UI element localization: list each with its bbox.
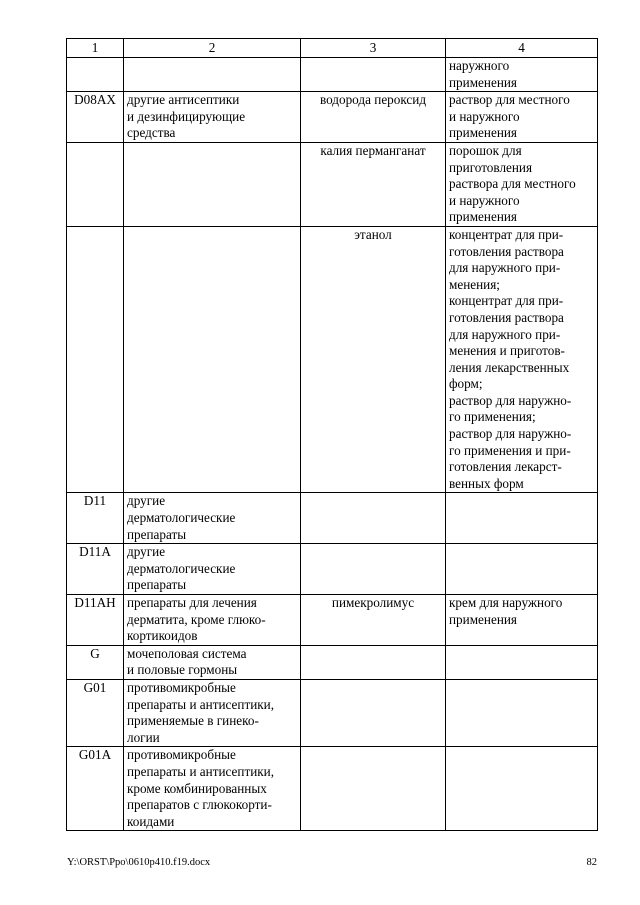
atc-code-cell: D08AX bbox=[67, 92, 124, 143]
header-col-3: 3 bbox=[301, 39, 446, 58]
atc-code-cell: G01A bbox=[67, 747, 124, 831]
table-row bbox=[67, 747, 598, 831]
dosage-form-cell bbox=[446, 544, 598, 595]
atc-code-cell: D11A bbox=[67, 544, 124, 595]
dosage-form-cell: крем для наружного применения bbox=[446, 595, 598, 646]
group-name-cell: противомикробные препараты и антисептики, кроме комбинированных препаратов с глюкокорти- коидами bbox=[124, 747, 301, 831]
dosage-form-cell bbox=[446, 493, 598, 544]
table-row bbox=[67, 595, 598, 646]
atc-code-cell bbox=[67, 58, 124, 92]
atc-code-cell: D11 bbox=[67, 493, 124, 544]
table-row bbox=[67, 544, 598, 595]
group-name-cell bbox=[124, 58, 301, 92]
drug-name-cell bbox=[301, 747, 446, 831]
table-row bbox=[67, 142, 598, 226]
dosage-form-cell: раствор для местного и наружного применения bbox=[446, 92, 598, 143]
drug-name-cell bbox=[301, 679, 446, 746]
header-col-2: 2 bbox=[124, 39, 301, 58]
drug-name-cell: пимекролимус bbox=[301, 595, 446, 646]
table-header-row bbox=[67, 39, 598, 58]
header-col-4: 4 bbox=[446, 39, 598, 58]
table-body bbox=[67, 58, 598, 831]
group-name-cell: противомикробные препараты и антисептики, применяемые в гинеко- логии bbox=[124, 679, 301, 746]
atc-code-cell: D11AH bbox=[67, 595, 124, 646]
file-path: Y:\ORST\Ppo\0610p410.f19.docx bbox=[67, 857, 211, 868]
dosage-form-cell: порошок для приготовления раствора для местного и наружного применения bbox=[446, 142, 598, 226]
drug-name-cell bbox=[301, 58, 446, 92]
drug-name-cell: калия перманганат bbox=[301, 142, 446, 226]
group-name-cell: другие антисептики и дезинфицирующие средства bbox=[124, 92, 301, 143]
dosage-form-cell bbox=[446, 645, 598, 679]
group-name-cell: другие дерматологические препараты bbox=[124, 544, 301, 595]
atc-code-cell bbox=[67, 142, 124, 226]
atc-code-cell: G01 bbox=[67, 679, 124, 746]
drug-name-cell: водорода пероксид bbox=[301, 92, 446, 143]
drug-name-cell bbox=[301, 645, 446, 679]
table-row bbox=[67, 679, 598, 746]
group-name-cell bbox=[124, 142, 301, 226]
group-name-cell: другие дерматологические препараты bbox=[124, 493, 301, 544]
group-name-cell: препараты для лечения дерматита, кроме глюко- кортикоидов bbox=[124, 595, 301, 646]
drug-name-cell bbox=[301, 544, 446, 595]
dosage-form-cell: наружного применения bbox=[446, 58, 598, 92]
table-row bbox=[67, 58, 598, 92]
drug-name-cell: этанол bbox=[301, 226, 446, 493]
table-row bbox=[67, 226, 598, 493]
drug-table bbox=[66, 38, 598, 831]
drug-name-cell bbox=[301, 493, 446, 544]
atc-code-cell: G bbox=[67, 645, 124, 679]
dosage-form-cell: концентрат для при- готовления раствора для наружного при- менения; концентрат для при- готовления раствора для наружного при- менения и приготов- ления лекарственных форм; раствор для наружно- го применения; раствор для наружно- го применения и при- готовления лекарст- венных форм bbox=[446, 226, 598, 493]
header-col-1: 1 bbox=[67, 39, 124, 58]
dosage-form-cell bbox=[446, 679, 598, 746]
table-row bbox=[67, 645, 598, 679]
dosage-form-cell bbox=[446, 747, 598, 831]
atc-code-cell bbox=[67, 226, 124, 493]
group-name-cell bbox=[124, 226, 301, 493]
table-row bbox=[67, 493, 598, 544]
group-name-cell: мочеполовая система и половые гормоны bbox=[124, 645, 301, 679]
table-row bbox=[67, 92, 598, 143]
page-number: 82 bbox=[586, 857, 597, 868]
